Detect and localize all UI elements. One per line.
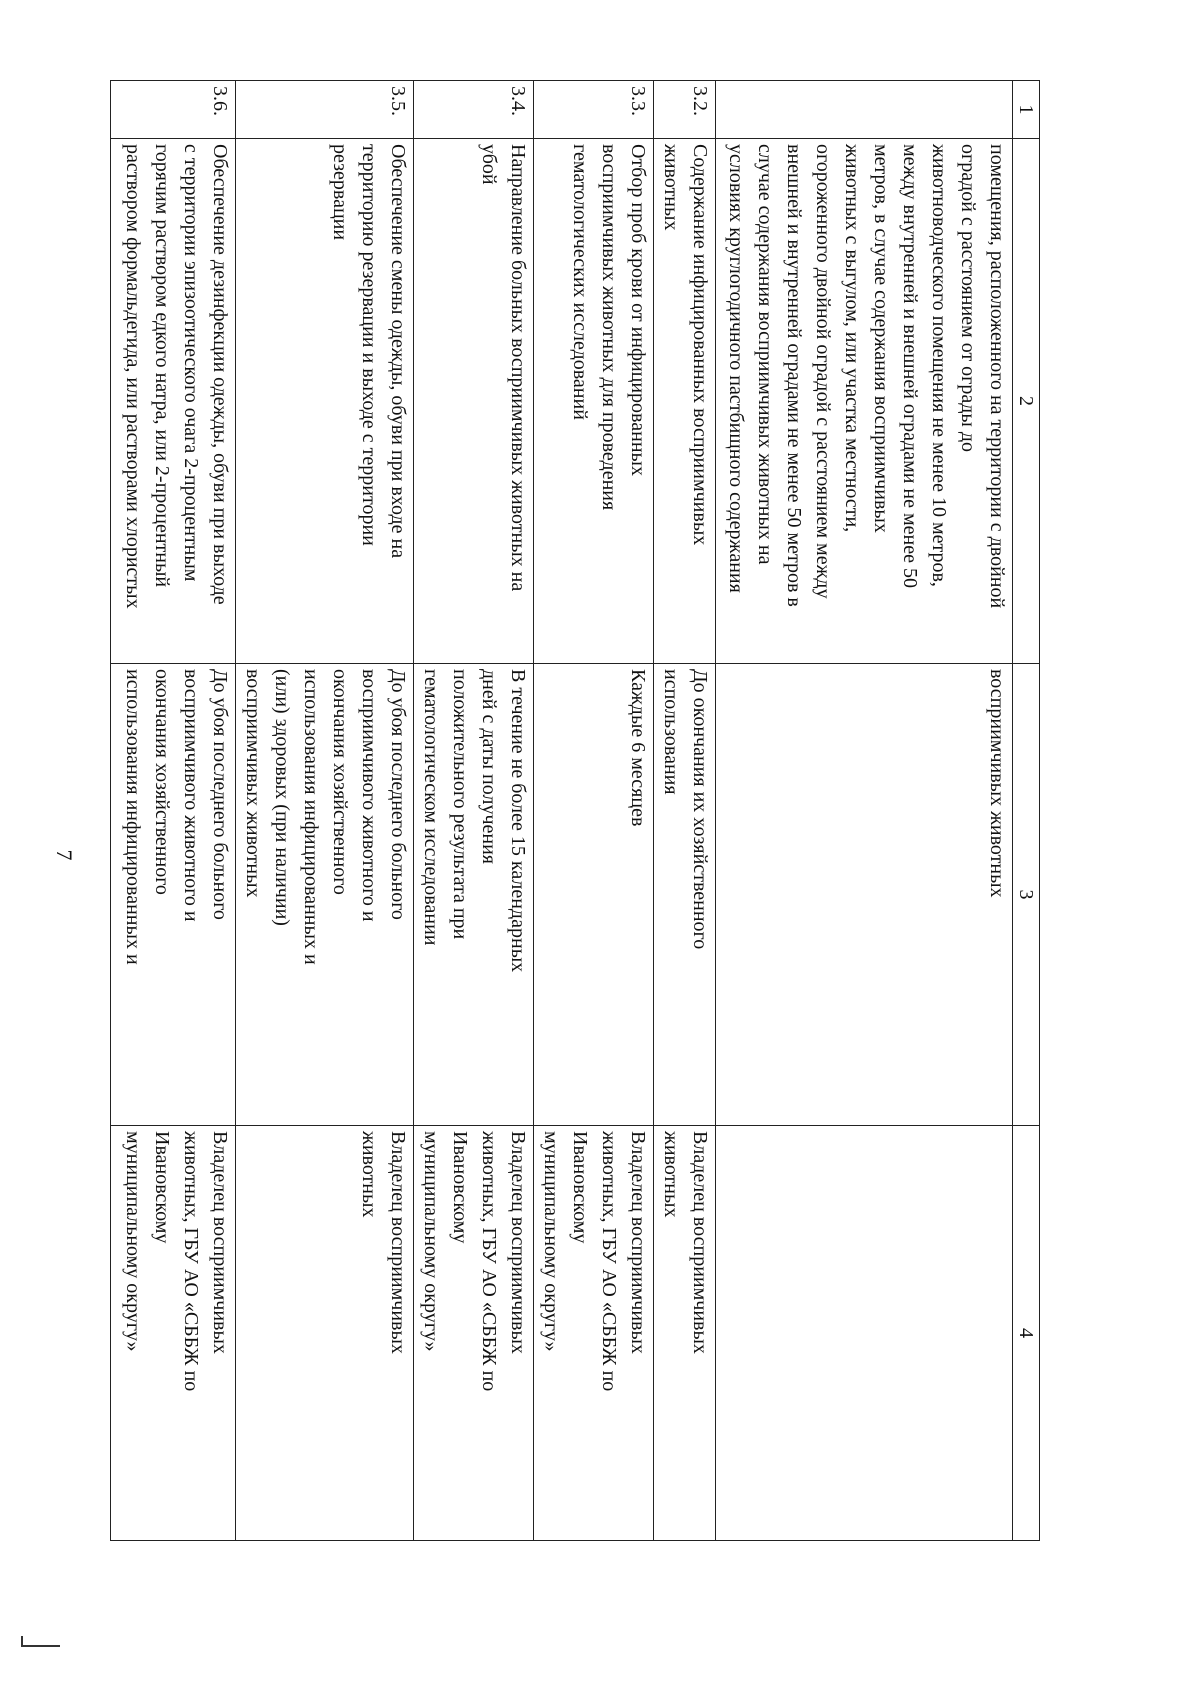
responsible-cell: Владелец восприимчивых животных (236, 1126, 414, 1541)
responsible-cell: Владелец восприимчивых животных (654, 1126, 716, 1541)
table-row (414, 81, 534, 1541)
measure-cell: Содержание инфицированных восприимчивых животных (654, 139, 716, 664)
measure-cell: Направление больных восприимчивых животных на убой (414, 139, 534, 664)
table-row (654, 81, 716, 1541)
header-cell-1: 1 (1013, 81, 1040, 139)
responsible-cell (716, 1126, 1013, 1541)
measure-cell: помещения, расположенного на территории с двойной оградой с расстоянием от ограды до животноводческого помещения не менее 10 метров, между внутренней и внешней оградами не менее 50 метров, в случае содержания восприимчивых животных с выгулом, или участка местности, огороженного двойной оградой с расстоянием между внешней и внутренней оградами не менее 50 метров в случае содержания восприимчивых животных на условиях круглогодичного пастбищного содержания (716, 139, 1013, 664)
row-number: 3.5. (236, 81, 414, 139)
table-row (716, 81, 1013, 1541)
table-row (111, 81, 236, 1541)
row-number: 3.2. (654, 81, 716, 139)
responsible-cell: Владелец восприимчивых животных, ГБУ АО «СББЖ по Ивановскому муниципальному округу» (414, 1126, 534, 1541)
term-cell: восприимчивых животных (716, 664, 1013, 1126)
scan-mark-icon (18, 1620, 64, 1650)
table-header-row (1013, 81, 1040, 1541)
table-row (236, 81, 414, 1541)
header-cell-4: 4 (1013, 1126, 1040, 1541)
page-number: 7 (52, 849, 77, 861)
responsible-cell: Владелец восприимчивых животных, ГБУ АО «СББЖ по Ивановскому муниципальному округу» (111, 1126, 236, 1541)
rotated-table-wrapper (122, 80, 1040, 1540)
row-number: 3.6. (111, 81, 236, 139)
table-row (534, 81, 654, 1541)
measure-cell: Обеспечение дезинфекции одежды, обуви при выходе с территории эпизоотического очага 2-процентным горячим раствором едкого натра, или 2-процентный раствором формальдегида, или растворами хлористых (111, 139, 236, 664)
measure-cell: Отбор проб крови от инфицированных восприимчивых животных для проведения гематологических исследований (534, 139, 654, 664)
term-cell: До убоя последнего больного восприимчивого животного и окончания хозяйственного использования инфицированных и (111, 664, 236, 1126)
header-cell-3: 3 (1013, 664, 1040, 1126)
header-cell-2: 2 (1013, 139, 1040, 664)
row-number (716, 81, 1013, 139)
measure-cell: Обеспечение смены одежды, обуви при входе на территорию резервации и выходе с территории резервации (236, 139, 414, 664)
term-cell: До окончания их хозяйственного использования (654, 664, 716, 1126)
term-cell: Каждые 6 месяцев (534, 664, 654, 1126)
responsible-cell: Владелец восприимчивых животных, ГБУ АО «СББЖ по Ивановскому муниципальному округу» (534, 1126, 654, 1541)
row-number: 3.4. (414, 81, 534, 139)
term-cell: До убоя последнего больного восприимчивого животного и окончания хозяйственного использования инфицированных и (или) здоровых (при наличии) восприимчивых животных (236, 664, 414, 1126)
row-number: 3.3. (534, 81, 654, 139)
measures-table (110, 80, 1040, 1541)
term-cell: В течение не более 15 календарных дней с даты получения положительного результата при гематологическом исследовании (414, 664, 534, 1126)
document-frame (122, 80, 1040, 1540)
